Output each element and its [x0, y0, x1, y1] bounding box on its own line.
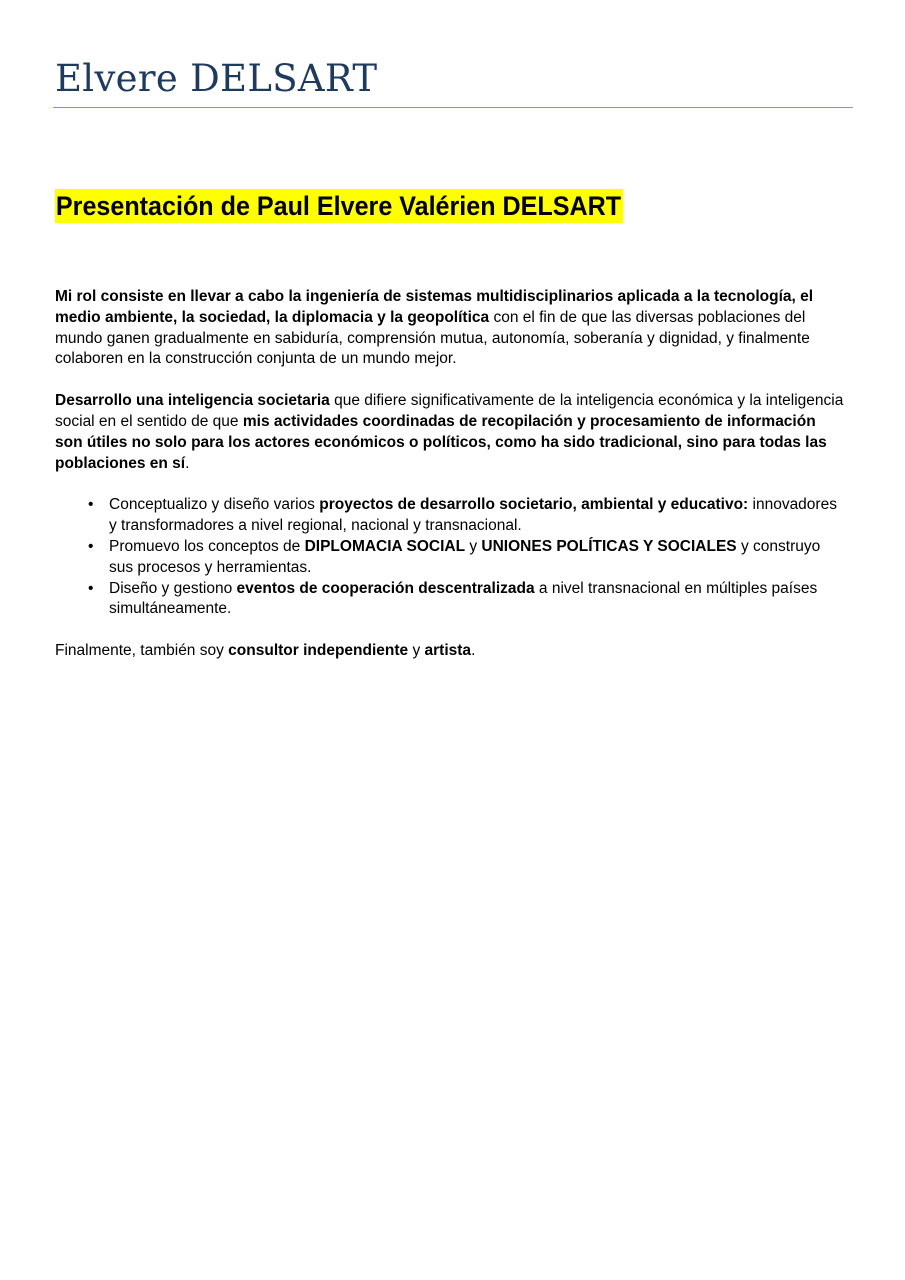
list-item-bold: eventos de cooperación descentralizada — [236, 579, 535, 597]
closing-bold-consultant: consultor independiente — [228, 642, 409, 660]
paragraph-role-bold: Mi rol consiste en llevar a cabo la ingeniería de sistemas multidisciplinarios aplicada a la tecnología, el medio ambiente, la sociedad, la diplomacia y la geopolítica — [55, 288, 814, 326]
activities-list — [55, 495, 845, 620]
list-item-text: y — [465, 537, 482, 555]
bullet-icon: • — [88, 537, 94, 555]
paragraph-intelligence-text: que difiere significativamente de la inteligencia económica y la inteligencia social en el sentido de que — [55, 392, 844, 430]
paragraph-intelligence-end: . — [185, 454, 190, 472]
closing-bold-artist: artista — [424, 642, 472, 660]
paragraph-closing — [55, 641, 845, 662]
header-title: Elvere DELSART — [55, 57, 378, 100]
list-item — [55, 537, 845, 579]
bullet-icon: • — [88, 496, 94, 514]
list-item-text: Diseño y gestiono — [109, 579, 237, 597]
paragraph-intelligence-bold-intro: Desarrollo una inteligencia societaria — [55, 392, 330, 410]
closing-text: . — [471, 642, 476, 660]
list-item-text: a nivel transnacional en múltiples países simultáneamente. — [109, 579, 818, 618]
list-item-bold: proyectos de desarrollo societario, ambiental y educativo: — [319, 496, 749, 514]
paragraph-intelligence-bold-end: mis actividades coordinadas de recopilación y procesamiento de información son útiles no solo para los actores económicos o políticos, como ha sido tradicional, sino para todas las poblaciones en sí — [55, 412, 827, 472]
list-item-text: innovadores y transformadores a nivel regional, nacional y transnacional. — [109, 496, 837, 535]
list-item — [55, 495, 845, 537]
list-item-bold: UNIONES POLÍTICAS Y SOCIALES — [481, 537, 737, 555]
paragraph-role-text: con el fin de que las diversas poblaciones del mundo ganen gradualmente en sabiduría, comprensión mutua, autonomía, soberanía y dignidad, y finalmente colaboren en la construcción conjunta de un mundo mejor. — [55, 308, 810, 368]
list-item — [55, 579, 845, 621]
header-divider — [53, 107, 853, 108]
bullet-icon: • — [88, 579, 94, 597]
list-item-text: Promuevo los conceptos de — [109, 537, 305, 555]
list-item-text: Conceptualizo y diseño varios — [109, 496, 320, 514]
closing-text: Finalmente, también soy — [55, 642, 229, 660]
list-item-bold: DIPLOMACIA SOCIAL — [304, 537, 466, 555]
paragraph-intelligence — [55, 391, 845, 474]
paragraph-role — [55, 287, 845, 370]
list-item-text: y construyo sus procesos y herramientas. — [109, 537, 821, 576]
closing-text: y — [408, 642, 425, 660]
document-heading: Presentación de Paul Elvere Valérien DELSART — [55, 191, 622, 221]
document-body — [55, 287, 845, 683]
